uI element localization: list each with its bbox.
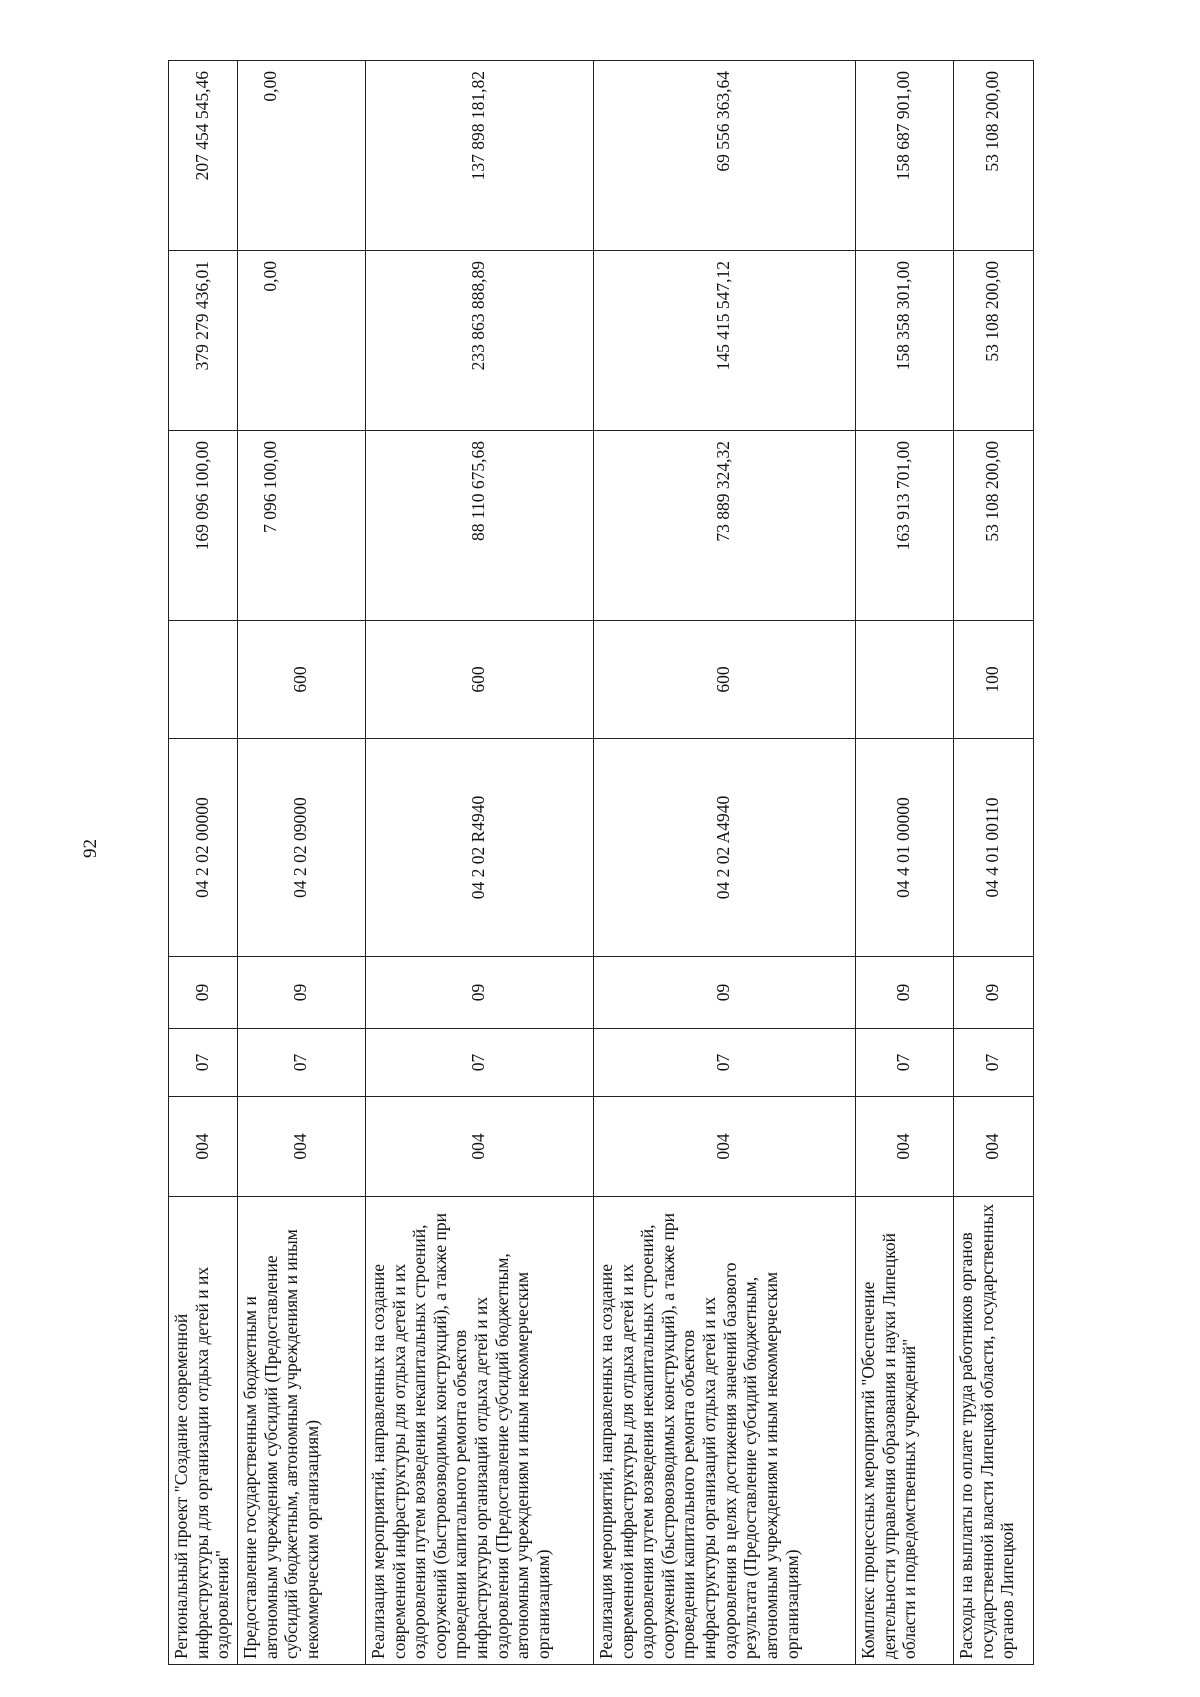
admin-code: 004 (953, 1097, 1033, 1197)
row-name: Расходы на выплаты по оплате труда работников органов государственной власти Липецкой области, государственных органов Липецкой (953, 1197, 1033, 1665)
sum-year-3: 69 556 363,64 (593, 61, 855, 251)
expense-kind (169, 621, 238, 739)
sum-year-2: 145 415 547,12 (593, 251, 855, 431)
section-code: 07 (855, 1029, 953, 1097)
admin-code: 004 (169, 1097, 238, 1197)
subsection-code: 09 (593, 957, 855, 1029)
table-row (855, 61, 953, 1665)
subsection-code: 09 (855, 957, 953, 1029)
target-code: 04 2 02 00000 (169, 739, 238, 957)
table-row (169, 61, 238, 1665)
sum-year-2: 53 108 200,00 (953, 251, 1033, 431)
sum-year-2: 158 358 301,00 (855, 251, 953, 431)
table-row (953, 61, 1033, 1665)
page-number: 92 (80, 839, 101, 858)
sum-year-1: 53 108 200,00 (953, 431, 1033, 621)
target-code: 04 2 02 09000 (237, 739, 365, 957)
section-code: 07 (237, 1029, 365, 1097)
expense-kind (855, 621, 953, 739)
sum-year-2: 379 279 436,01 (169, 251, 238, 431)
target-code: 04 4 01 00000 (855, 739, 953, 957)
section-code: 07 (365, 1029, 593, 1097)
admin-code: 004 (593, 1097, 855, 1197)
sum-year-1: 88 110 675,68 (365, 431, 593, 621)
target-code: 04 2 02 A4940 (593, 739, 855, 957)
row-name: Региональный проект "Создание современной инфраструктуры для организации отдыха детей и их оздоровления" (169, 1197, 238, 1665)
table-row (365, 61, 593, 1665)
row-name: Реализация мероприятий, направленных на создание современной инфраструктуры для отдыха детей и их оздоровления путем возведения некапитальных строений, сооружений (быстровозводимых конструкций), а также при проведении капитального ремонта объектов инфраструктуры организаций отдыха детей и их оздоровления (Предоставление субсидий бюджетным, автономным учреждениям и иным некоммерческим организациям) (365, 1197, 593, 1665)
row-name: Реализация мероприятий, направленных на создание современной инфраструктуры для отдыха детей и их оздоровления путем возведения некапитальных строений, сооружений (быстровозводимых конструкций), а также при проведении капитального ремонта объектов инфраструктуры организаций отдыха детей и их оздоровления в целях достижения значений базового результата (Предоставление субсидий бюджетным, автономным учреждениям и иным некоммерческим организациям) (593, 1197, 855, 1665)
row-name: Комплекс процессных мероприятий "Обеспечение деятельности управления образования и науки Липецкой области и подведомственных учреждений" (855, 1197, 953, 1665)
admin-code: 004 (365, 1097, 593, 1197)
subsection-code: 09 (169, 957, 238, 1029)
expense-kind: 100 (953, 621, 1033, 739)
subsection-code: 09 (237, 957, 365, 1029)
sum-year-1: 163 913 701,00 (855, 431, 953, 621)
budget-table (168, 60, 1034, 1665)
subsection-code: 09 (953, 957, 1033, 1029)
section-code: 07 (169, 1029, 238, 1097)
subsection-code: 09 (365, 957, 593, 1029)
target-code: 04 4 01 00110 (953, 739, 1033, 957)
sum-year-3: 53 108 200,00 (953, 61, 1033, 251)
sum-year-3: 0,00 (237, 61, 365, 251)
expense-kind: 600 (593, 621, 855, 739)
admin-code: 004 (237, 1097, 365, 1197)
expense-kind: 600 (365, 621, 593, 739)
row-name: Предоставление государственным бюджетным и автономным учреждениям субсидий (Предоставление субсидий бюджетным, автономным учреждениям и иным некоммерческим организациям) (237, 1197, 365, 1665)
section-code: 07 (593, 1029, 855, 1097)
admin-code: 004 (855, 1097, 953, 1197)
sum-year-3: 207 454 545,46 (169, 61, 238, 251)
sum-year-1: 169 096 100,00 (169, 431, 238, 621)
table-row (237, 61, 365, 1665)
sum-year-2: 233 863 888,89 (365, 251, 593, 431)
sum-year-3: 158 687 901,00 (855, 61, 953, 251)
sum-year-1: 7 096 100,00 (237, 431, 365, 621)
target-code: 04 2 02 R4940 (365, 739, 593, 957)
sum-year-1: 73 889 324,32 (593, 431, 855, 621)
section-code: 07 (953, 1029, 1033, 1097)
sum-year-2: 0,00 (237, 251, 365, 431)
table-row (593, 61, 855, 1665)
expense-kind: 600 (237, 621, 365, 739)
sum-year-3: 137 898 181,82 (365, 61, 593, 251)
